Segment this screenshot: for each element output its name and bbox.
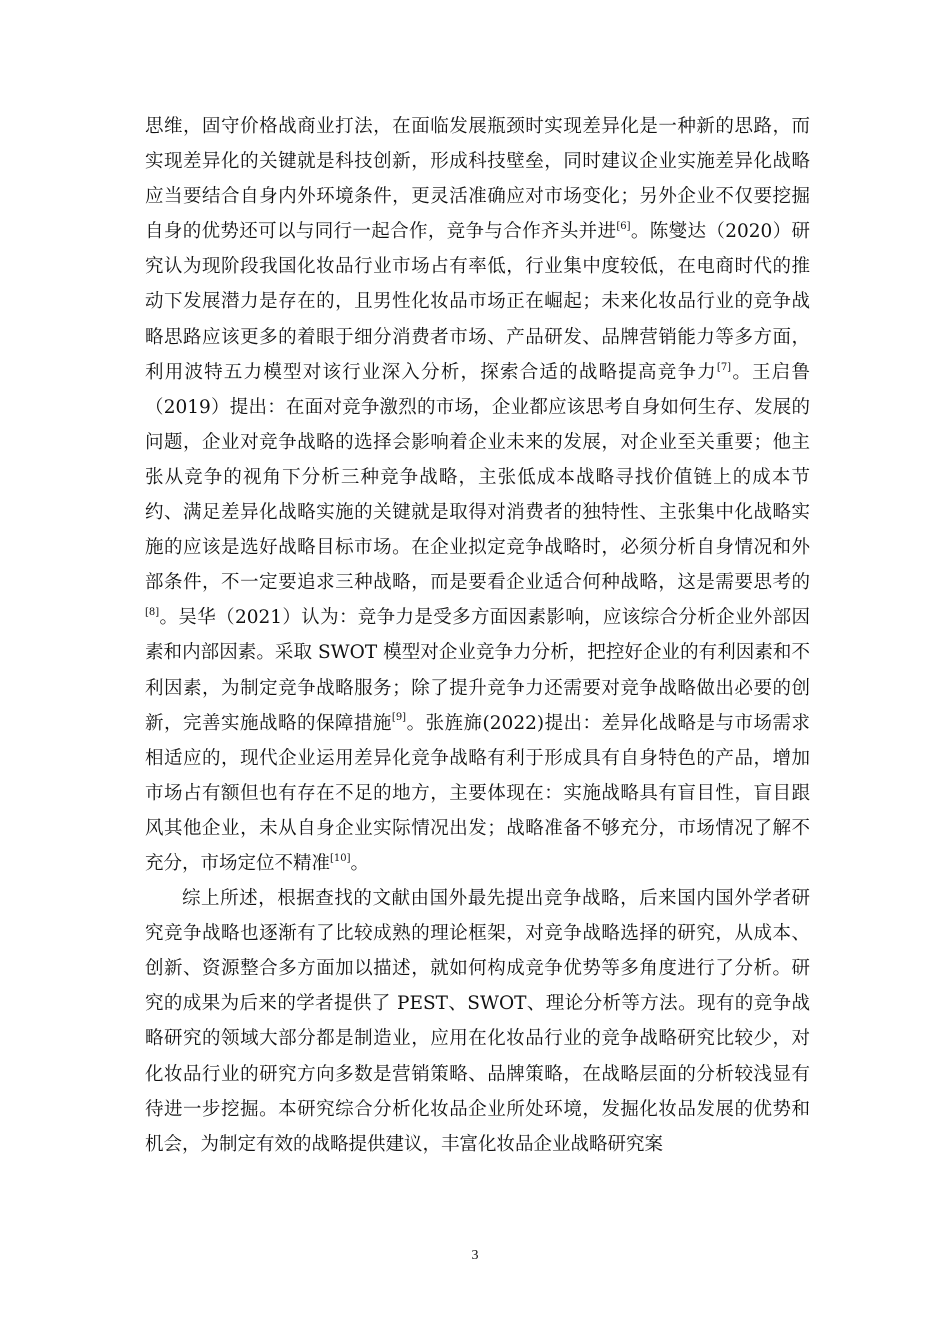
citation-10: [10]: [330, 852, 351, 864]
citation-9: [9]: [391, 712, 407, 724]
page-number: 3: [471, 1248, 479, 1263]
text-run: 。陈燮达（2020）研究认为现阶段我国化妆品行业市场占有率低，行业集中度较低，在电商时代的推动下发展潜力是存在的，且男性化妆品市场正在崛起；未来化妆品行业的竞争战略思路应该更多的着眼于细分消费者市场、产品研发、品牌营销能力等多方面，利用波特五力模型对该行业深入分析，探索合适的战略提高竞争力: [145, 221, 810, 383]
citation-8: [8]: [145, 607, 160, 619]
body-text: [145, 109, 810, 1162]
text-run: 。王启鲁（2019）提出：在面对竞争激烈的市场，企业都应该思考自身如何生存、发展的问题，企业对竞争战略的选择会影响着企业未来的发展，对企业至关重要；他主张从竞争的视角下分析三种竞争战略，主张低成本战略寻找价值链上的成本节约、满足差异化战略实施的关键就是取得对消费者的独特性、主张集中化战略实施的应该是选好战略目标市场。在企业拟定竞争战略时，必须分析自身情况和外部条件，不一定要追求三种战略，而是要看企业适合何种战略，这是需要思考的: [145, 361, 810, 594]
text-run: 。张旌旆(2022)提出：差异化战略是与市场需求相适应的，现代企业运用差异化竞争战略有利于形成具有自身特色的产品，增加市场占有额但也有存在不足的地方，主要体现在：实施战略具有盲目性，盲目跟风其他企业，未从自身企业实际情况出发；战略准备不够充分，市场情况了解不充分，市场定位不精准: [145, 712, 810, 874]
text-run: 。: [350, 852, 370, 874]
text-run: 思维，固守价格战商业打法，在面临发展瓶颈时实现差异化是一种新的思路，而实现差异化的关键就是科技创新，形成科技壁垒，同时建议企业实施差异化战略应当要结合自身内外环境条件，更灵活准确应对市场变化；另外企业不仅要挖掘自身的优势还可以与同行一起合作，竞争与合作齐头并进: [145, 116, 810, 243]
paragraph-summary: 综上所述，根据查找的文献由国外最先提出竞争战略，后来国内国外学者研究竞争战略也逐渐有了比较成熟的理论框架，对竞争战略选择的研究，从成本、创新、资源整合多方面加以描述，就如何构成竞争优势等多角度进行了分析。研究的成果为后来的学者提供了 PEST、SWOT、理论分析等方法。现有的竞争战略研究的领域大部分都是制造业，应用在化妆品行业的竞争战略研究比较少，对化妆品行业的研究方向多数是营销策略、品牌策略，在战略层面的分析较浅显有待进一步挖掘。本研究综合分析化妆品企业所处环境，发掘化妆品发展的优势和机会，为制定有效的战略提供建议，丰富化妆品企业战略研究案: [145, 888, 810, 1155]
paragraph-literature-review: [145, 109, 810, 881]
citation-7: [7]: [716, 361, 732, 373]
citation-6: [6]: [616, 221, 631, 233]
text-run: 。吴华（2021）认为：竞争力是受多方面因素影响，应该综合分析企业外部因素和内部因素。采取 SWOT 模型对企业竞争力分析，把控好企业的有利因素和不利因素，为制定竞争战略服务；除了提升竞争力还需要对竞争战略做出必要的创新，完善实施战略的保障措施: [145, 607, 810, 734]
